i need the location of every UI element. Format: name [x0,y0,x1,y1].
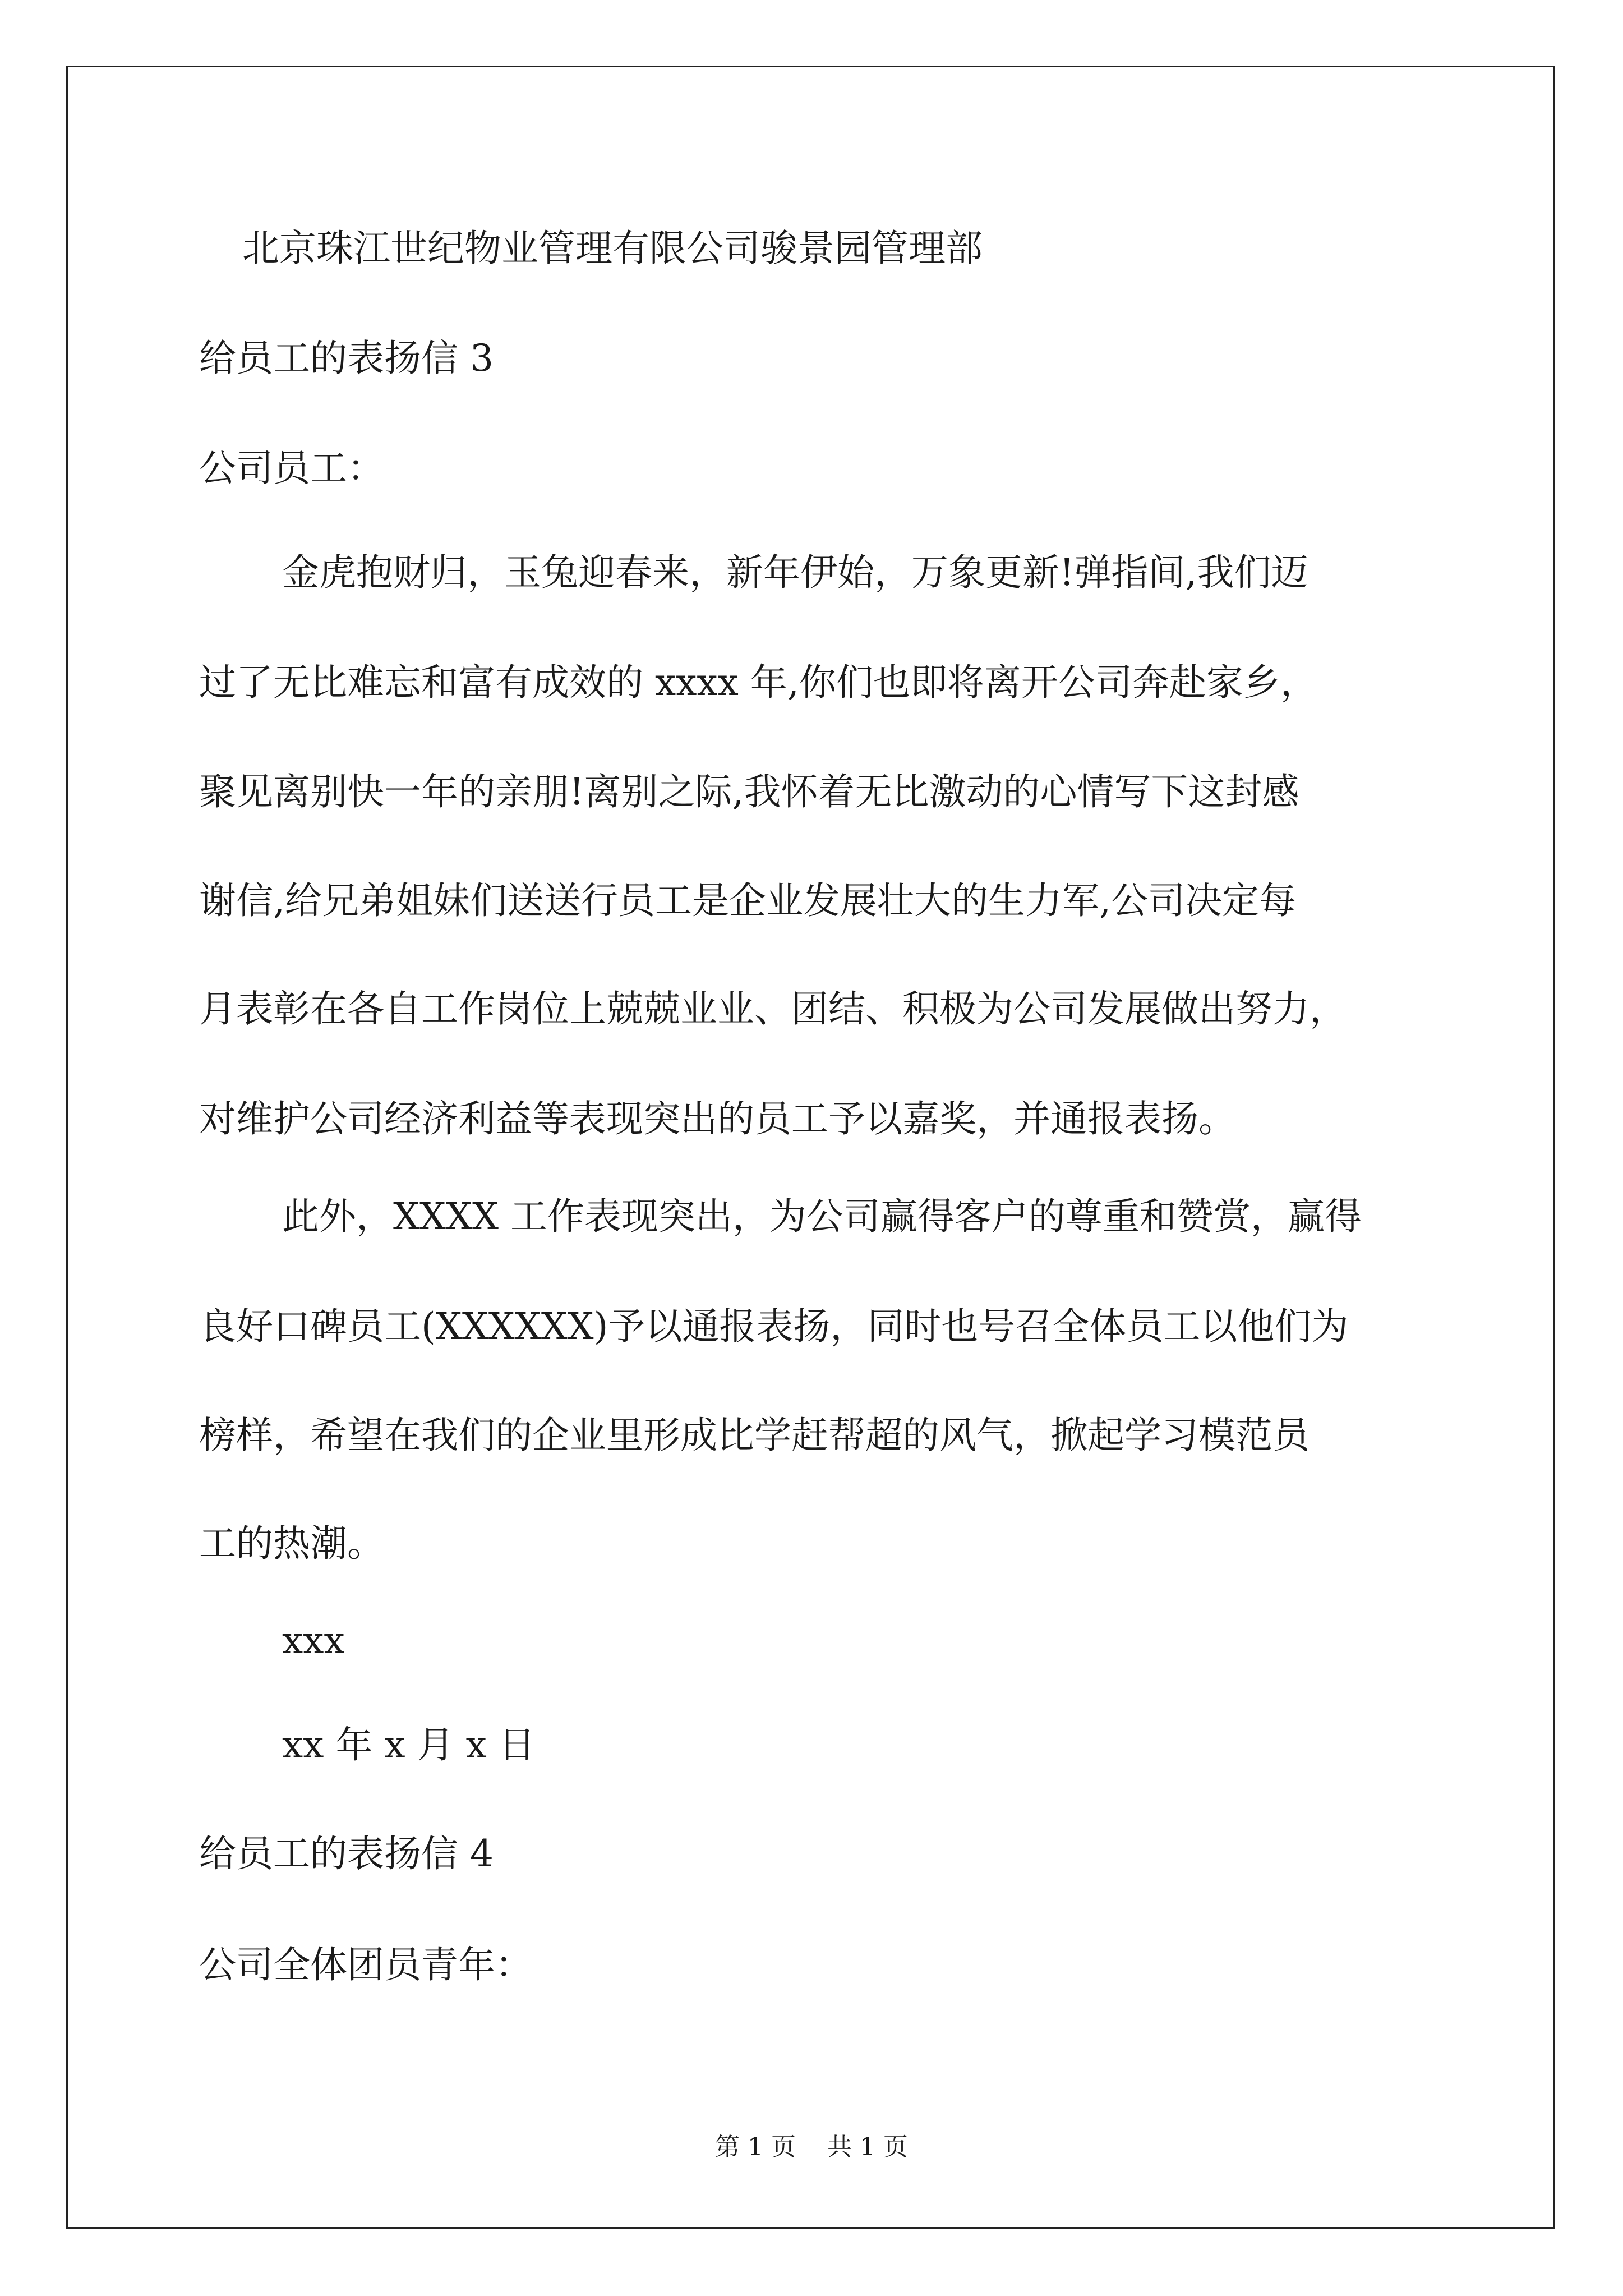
letter4-salutation: 公司全体团员青年： [199,1943,532,1986]
letter3-title: 给员工的表扬信 3 [199,337,494,380]
letter3-signer: xxx [282,1619,345,1662]
letter3-para2-line: 此外，XXXX 工作表现突出，为公司赢得客户的尊重和赞赏，赢得 [282,1195,1362,1238]
letter3-para1-line: 聚见离别快一年的亲朋!离别之际,我怀着无比激动的心情写下这封感 [199,770,1299,813]
page-border [66,66,1555,2229]
signature-org: 北京珠江世纪物业管理有限公司骏景园管理部 [242,227,983,270]
letter4-title: 给员工的表扬信 4 [199,1832,494,1875]
letter3-para1-line: 月表彰在各自工作岗位上兢兢业业、团结、积极为公司发展做出努力， [199,987,1347,1030]
letter3-para2-line: 榜样，希望在我们的企业里形成比学赶帮超的风气，掀起学习模范员 [199,1414,1310,1457]
letter3-para1-line: 过了无比难忘和富有成效的 xxxx 年,你们也即将离开公司奔赴家乡， [199,661,1317,704]
letter3-date: xx 年 x 月 x 日 [282,1723,536,1766]
letter3-para1-line: 谢信,给兄弟姐妹们送送行员工是企业发展壮大的生力军,公司决定每 [199,879,1296,922]
letter3-para1-line: 金虎抱财归，玉兔迎春来，新年伊始，万象更新!弹指间,我们迈 [282,551,1308,594]
letter3-para2-line: 良好口碑员工(XXXXXX)予以通报表扬，同时也号召全体员工以他们为 [199,1305,1349,1348]
letter3-para2-line: 工的热潮。 [199,1522,384,1565]
letter3-para1-line: 对维护公司经济利益等表现突出的员工予以嘉奖，并通报表扬。 [199,1097,1235,1140]
letter3-salutation: 公司员工： [199,447,384,490]
page-footer: 第 1 页 共 1 页 [715,2133,908,2161]
